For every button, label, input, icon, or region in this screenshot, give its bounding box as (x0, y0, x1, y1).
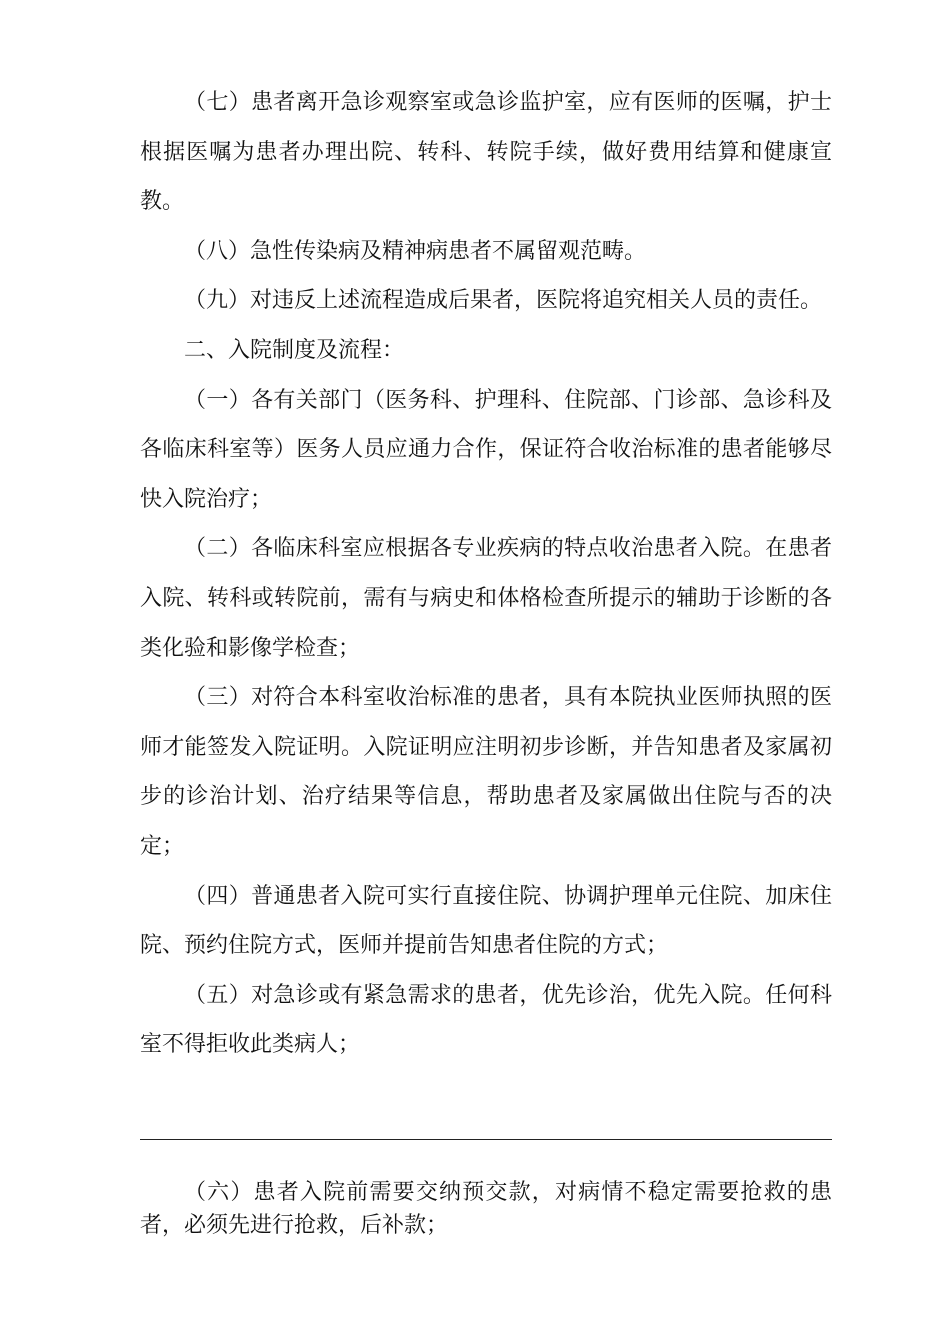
paragraph-6-deposit: （六）患者入院前需要交纳预交款，对病情不稳定需要抢救的患者，必须先进行抢救，后补款； (140, 1180, 832, 1238)
paragraph-5-emergency-priority: （五）对急诊或有紧急需求的患者，优先诊治，优先入院。任何科室不得拒收此类病人； (140, 982, 832, 1058)
document-body (140, 78, 832, 1070)
paragraph-7-discharge: （七）患者离开急诊观察室或急诊监护室，应有医师的医嘱，护士根据医嘱为患者办理出院、转科、转院手续，做好费用结算和健康宣教。 (140, 90, 832, 215)
page-divider (140, 1139, 832, 1140)
paragraph-1-cooperation: （一）各有关部门（医务科、护理科、住院部、门诊部、急诊科及各临床科室等）医务人员应通力合作，保证符合收治标准的患者能够尽快入院治疗； (140, 387, 832, 512)
paragraph-2-admission-criteria: （二）各临床科室应根据各专业疾病的特点收治患者入院。在患者入院、转科或转院前，需有与病史和体格检查所提示的辅助于诊断的各类化验和影像学检查； (140, 536, 832, 661)
paragraph-3-admission-certificate: （三）对符合本科室收治标准的患者，具有本院执业医师执照的医师才能签发入院证明。入院证明应注明初步诊断，并告知患者及家属初步的诊治计划、治疗结果等信息，帮助患者及家属做出住院与否的决定； (140, 685, 832, 859)
paragraph-8-exclusion: （八）急性传染病及精神病患者不属留观范畴。 (184, 238, 647, 264)
footer-section (140, 1176, 832, 1242)
paragraph-9-accountability: （九）对违反上述流程造成后果者，医院将追究相关人员的责任。 (184, 288, 823, 314)
paragraph-4-admission-methods: （四）普通患者入院可实行直接住院、协调护理单元住院、加床住院、预约住院方式，医师并提前告知患者住院的方式； (140, 883, 832, 959)
section-heading-admission: 二、入院制度及流程： (184, 337, 405, 363)
